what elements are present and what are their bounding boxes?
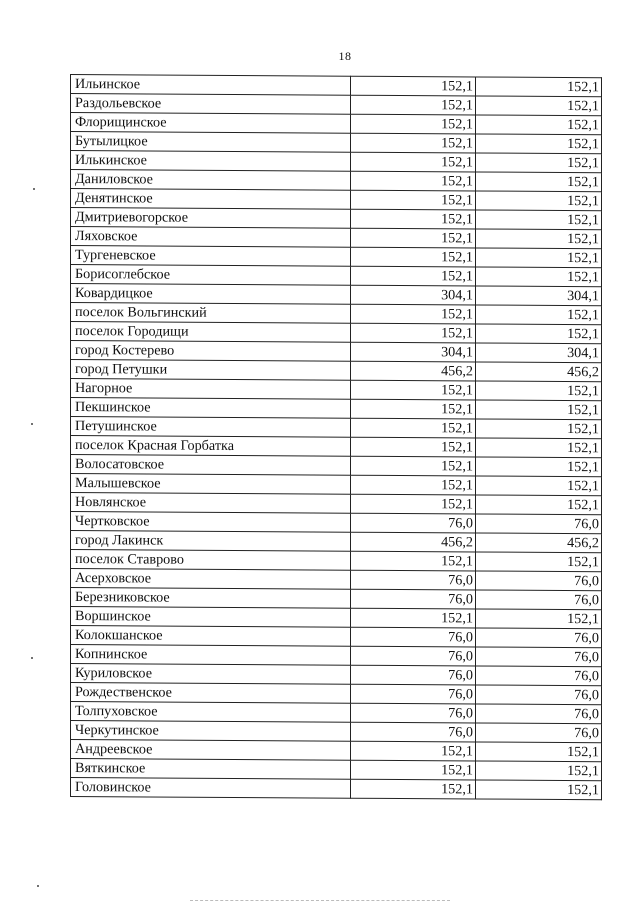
value-cell-2: 152,1 bbox=[476, 96, 602, 116]
settlement-name-cell: Головинское bbox=[71, 778, 351, 799]
value-cell-1: 76,0 bbox=[351, 646, 476, 666]
settlement-name-cell: Пекшинское bbox=[71, 398, 351, 419]
settlement-name-cell: город Петушки bbox=[71, 360, 351, 381]
scan-speck bbox=[31, 657, 33, 659]
settlement-name-cell: поселок Ставрово bbox=[71, 550, 351, 571]
value-cell-1: 152,1 bbox=[351, 171, 476, 191]
value-cell-1: 152,1 bbox=[351, 152, 476, 172]
settlement-name-cell: Илькинское bbox=[71, 151, 351, 172]
value-cell-1: 76,0 bbox=[351, 513, 476, 533]
value-cell-1: 152,1 bbox=[351, 247, 476, 267]
value-cell-2: 152,1 bbox=[476, 324, 602, 344]
scan-speck bbox=[33, 188, 35, 190]
value-cell-1: 152,1 bbox=[351, 494, 476, 514]
value-cell-2: 152,1 bbox=[476, 191, 602, 211]
settlement-name-cell: Чертковское bbox=[71, 512, 351, 533]
value-cell-2: 152,1 bbox=[476, 609, 602, 629]
settlement-name-cell: Андреевское bbox=[71, 740, 351, 761]
value-cell-2: 152,1 bbox=[476, 400, 602, 420]
table-row bbox=[71, 246, 602, 268]
settlement-name-cell: Копнинское bbox=[71, 645, 351, 666]
value-cell-2: 152,1 bbox=[476, 153, 602, 173]
scan-speck bbox=[31, 423, 33, 425]
settlement-name-cell: Ковардицкое bbox=[71, 284, 351, 305]
settlement-name-cell: Черкутинское bbox=[71, 721, 351, 742]
settlement-name-cell: Раздольевское bbox=[71, 94, 351, 115]
value-cell-1: 304,1 bbox=[351, 342, 476, 362]
value-cell-1: 152,1 bbox=[351, 608, 476, 628]
value-cell-1: 152,1 bbox=[351, 475, 476, 495]
table-row bbox=[71, 702, 602, 724]
value-cell-1: 152,1 bbox=[351, 304, 476, 324]
value-cell-2: 152,1 bbox=[476, 780, 602, 800]
value-cell-2: 152,1 bbox=[476, 172, 602, 192]
value-cell-2: 152,1 bbox=[476, 495, 602, 515]
settlement-name-cell: Воршинское bbox=[71, 607, 351, 628]
value-cell-1: 152,1 bbox=[351, 760, 476, 780]
settlement-name-cell: Малышевское bbox=[71, 474, 351, 495]
table-row bbox=[71, 341, 602, 363]
settlement-name-cell: Нагорное bbox=[71, 379, 351, 400]
table-row bbox=[71, 360, 602, 382]
value-cell-2: 76,0 bbox=[476, 723, 602, 743]
value-cell-1: 152,1 bbox=[351, 266, 476, 286]
table-row bbox=[71, 189, 602, 211]
value-cell-2: 152,1 bbox=[476, 134, 602, 154]
table-row bbox=[71, 113, 602, 135]
table-row bbox=[71, 626, 602, 648]
settlement-name-cell: Флорищинское bbox=[71, 113, 351, 134]
value-cell-2: 152,1 bbox=[476, 115, 602, 135]
settlement-name-cell: Вяткинское bbox=[71, 759, 351, 780]
value-cell-1: 152,1 bbox=[351, 190, 476, 210]
table-row bbox=[71, 436, 602, 458]
value-cell-2: 76,0 bbox=[476, 666, 602, 686]
value-cell-2: 76,0 bbox=[476, 628, 602, 648]
settlement-name-cell: Рождественское bbox=[71, 683, 351, 704]
value-cell-1: 152,1 bbox=[351, 95, 476, 115]
table-row bbox=[71, 474, 602, 496]
value-cell-2: 152,1 bbox=[476, 381, 602, 401]
scan-speck bbox=[37, 885, 39, 887]
value-cell-1: 152,1 bbox=[351, 209, 476, 229]
value-cell-2: 76,0 bbox=[476, 704, 602, 724]
table-row bbox=[71, 417, 602, 439]
table-row bbox=[71, 683, 602, 705]
settlement-name-cell: Куриловское bbox=[71, 664, 351, 685]
value-cell-1: 76,0 bbox=[351, 684, 476, 704]
value-cell-2: 76,0 bbox=[476, 647, 602, 667]
table-row bbox=[71, 398, 602, 420]
settlement-name-cell: город Костерево bbox=[71, 341, 351, 362]
value-cell-2: 152,1 bbox=[476, 476, 602, 496]
value-cell-1: 152,1 bbox=[351, 399, 476, 419]
settlement-name-cell: Толпуховское bbox=[71, 702, 351, 723]
value-cell-1: 456,2 bbox=[351, 532, 476, 552]
value-cell-1: 152,1 bbox=[351, 551, 476, 571]
value-cell-1: 152,1 bbox=[351, 779, 476, 799]
table-row bbox=[71, 569, 602, 591]
table-row bbox=[71, 322, 602, 344]
value-cell-1: 304,1 bbox=[351, 285, 476, 305]
table-row bbox=[71, 170, 602, 192]
value-cell-1: 152,1 bbox=[351, 76, 476, 96]
page-number: 18 bbox=[338, 49, 352, 63]
value-cell-1: 152,1 bbox=[351, 380, 476, 400]
value-cell-2: 456,2 bbox=[476, 533, 602, 553]
settlement-name-cell: город Лакинск bbox=[71, 531, 351, 552]
value-cell-2: 152,1 bbox=[476, 77, 602, 97]
settlement-name-cell: Березниковское bbox=[71, 588, 351, 609]
table-row bbox=[71, 303, 602, 325]
settlement-name-cell: Денятинское bbox=[71, 189, 351, 210]
value-cell-1: 152,1 bbox=[351, 437, 476, 457]
value-cell-2: 304,1 bbox=[476, 343, 602, 363]
value-cell-2: 152,1 bbox=[476, 419, 602, 439]
value-cell-1: 152,1 bbox=[351, 228, 476, 248]
table-row bbox=[71, 588, 602, 610]
table-row bbox=[71, 531, 602, 553]
value-cell-2: 152,1 bbox=[476, 305, 602, 325]
scan-edge-line bbox=[190, 900, 450, 901]
value-cell-2: 76,0 bbox=[476, 571, 602, 591]
settlement-name-cell: Волосатовское bbox=[71, 455, 351, 476]
value-cell-1: 76,0 bbox=[351, 627, 476, 647]
table-row bbox=[71, 664, 602, 686]
value-cell-2: 152,1 bbox=[476, 552, 602, 572]
value-cell-2: 76,0 bbox=[476, 590, 602, 610]
value-cell-2: 152,1 bbox=[476, 229, 602, 249]
value-cell-2: 456,2 bbox=[476, 362, 602, 382]
settlement-name-cell: поселок Красная Горбатка bbox=[71, 436, 351, 457]
value-cell-2: 76,0 bbox=[476, 514, 602, 534]
table-row bbox=[71, 284, 602, 306]
value-cell-1: 76,0 bbox=[351, 722, 476, 742]
table-row bbox=[71, 208, 602, 230]
value-cell-1: 152,1 bbox=[351, 456, 476, 476]
table-row bbox=[71, 550, 602, 572]
value-cell-1: 152,1 bbox=[351, 323, 476, 343]
table-row bbox=[71, 455, 602, 477]
settlement-name-cell: Даниловское bbox=[71, 170, 351, 191]
value-cell-1: 76,0 bbox=[351, 703, 476, 723]
value-cell-1: 152,1 bbox=[351, 133, 476, 153]
value-cell-2: 152,1 bbox=[476, 742, 602, 762]
value-cell-1: 456,2 bbox=[351, 361, 476, 381]
table-row bbox=[71, 94, 602, 116]
table-row bbox=[71, 265, 602, 287]
table-row bbox=[71, 721, 602, 743]
settlement-name-cell: Ильинское bbox=[71, 75, 351, 96]
value-cell-2: 152,1 bbox=[476, 248, 602, 268]
value-cell-1: 152,1 bbox=[351, 114, 476, 134]
settlement-name-cell: поселок Городищи bbox=[71, 322, 351, 343]
value-cell-2: 152,1 bbox=[476, 457, 602, 477]
settlement-name-cell: Петушинское bbox=[71, 417, 351, 438]
value-cell-2: 304,1 bbox=[476, 286, 602, 306]
value-cell-1: 152,1 bbox=[351, 418, 476, 438]
table-body bbox=[71, 75, 602, 800]
table-row bbox=[71, 607, 602, 629]
table-row bbox=[71, 778, 602, 800]
settlement-name-cell: Тургеневское bbox=[71, 246, 351, 267]
value-cell-2: 152,1 bbox=[476, 210, 602, 230]
value-cell-2: 76,0 bbox=[476, 685, 602, 705]
value-cell-2: 152,1 bbox=[476, 438, 602, 458]
settlement-name-cell: Новлянское bbox=[71, 493, 351, 514]
value-cell-1: 76,0 bbox=[351, 665, 476, 685]
table-row bbox=[71, 740, 602, 762]
settlement-name-cell: Дмитриевогорское bbox=[71, 208, 351, 229]
settlement-name-cell: Асерховское bbox=[71, 569, 351, 590]
settlement-name-cell: поселок Вольгинский bbox=[71, 303, 351, 324]
value-cell-2: 152,1 bbox=[476, 761, 602, 781]
value-cell-2: 152,1 bbox=[476, 267, 602, 287]
value-cell-1: 76,0 bbox=[351, 589, 476, 609]
allocation-table bbox=[70, 74, 602, 800]
value-cell-1: 76,0 bbox=[351, 570, 476, 590]
settlement-name-cell: Ляховское bbox=[71, 227, 351, 248]
value-cell-1: 152,1 bbox=[351, 741, 476, 761]
settlement-name-cell: Бутылицкое bbox=[71, 132, 351, 153]
settlement-name-cell: Колокшанское bbox=[71, 626, 351, 647]
settlement-name-cell: Борисоглебское bbox=[71, 265, 351, 286]
